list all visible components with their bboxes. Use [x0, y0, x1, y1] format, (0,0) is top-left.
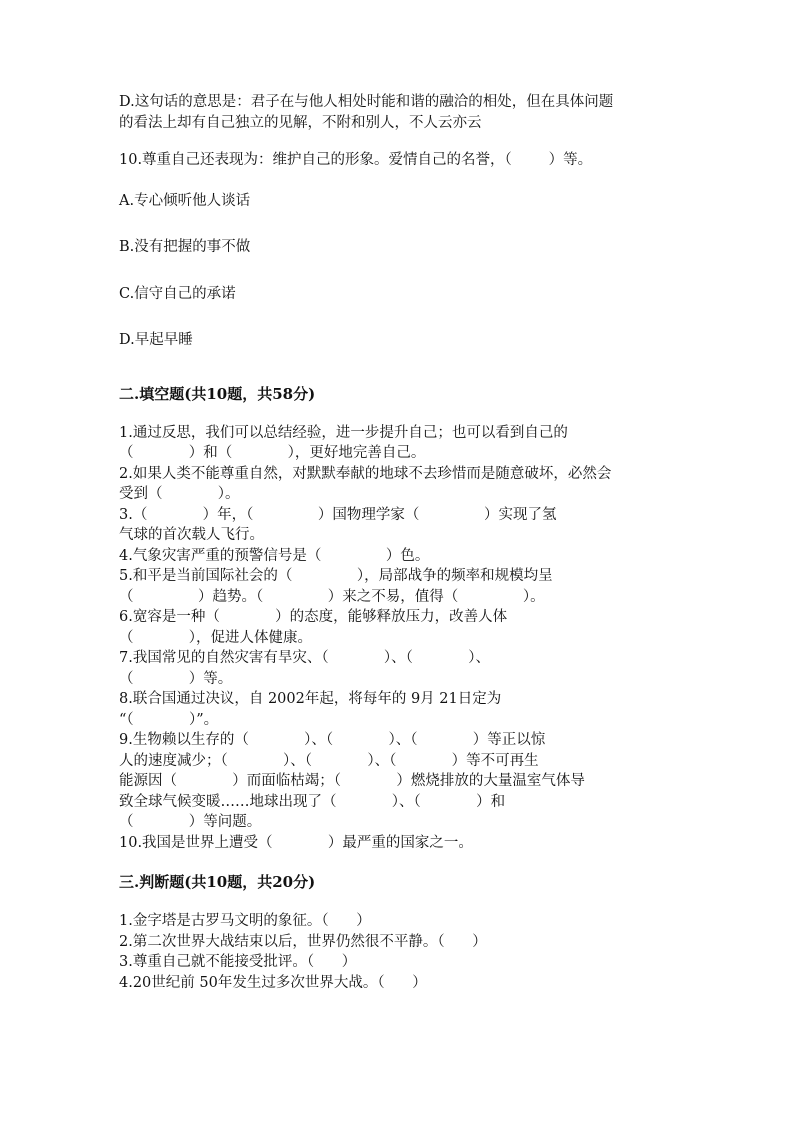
question-line: 1.金字塔是古罗马文明的象征。（ ）	[119, 913, 371, 929]
text-line: D.这句话的意思是：君子在与他人相处时能和谐的融洽的相处，但在具体问题	[119, 94, 614, 110]
question-line: 人的速度减少；（ ）、（ ）、（ ）等不可再生	[119, 752, 539, 769]
question-line: “（ ）”。	[119, 711, 219, 728]
question-line: 1.通过反思，我们可以总结经验，进一步提升自己；也可以看到自己的	[119, 424, 568, 441]
question-line: （ ）等问题。	[119, 814, 262, 830]
question-stem: 10.尊重自己还表现为：维护自己的形象。爱情自己的名誉，（ ）等。	[119, 152, 593, 168]
question-line: 6.宽容是一种（ ）的态度，能够释放压力，改善人体	[119, 609, 508, 625]
question-line: 2.如果人类不能尊重自然，对默默奉献的地球不去珍惜而是随意破坏，必然会	[119, 465, 612, 482]
question-line: 3.（ ）年，（ ）国物理学家（ ）实现了氢	[119, 506, 557, 523]
question-line: 3.尊重自己就不能接受批评。（ ）	[119, 954, 357, 970]
section-title-fill-in: 二.填空题(共10题，共58分)	[119, 384, 316, 403]
question-line: 8.联合国通过决议，自 2002年起，将每年的 9月 21日定为	[119, 691, 502, 707]
question-line: 7.我国常见的自然灾害有旱灾、（ ）、（ ）、	[119, 650, 490, 666]
question-line: 10.我国是世界上遭受（ ）最严重的国家之一。	[119, 834, 473, 851]
option-c: C.信守自己的承诺	[119, 285, 236, 302]
question-line: 能源因（ ）而面临枯竭；（ ）燃烧排放的大量温室气体导	[119, 773, 585, 789]
question-line: 受到（ ）。	[119, 486, 240, 502]
question-line: 4.20世纪前 50年发生过多次世界大战。（ ）	[119, 974, 427, 991]
question-line: 5.和平是当前国际社会的（ ），局部战争的频率和规模均呈	[119, 568, 553, 584]
previous-question-option-d	[119, 92, 679, 133]
question-line: 9.生物赖以生存的（ ）、（ ）、（ ）等正以惊	[119, 732, 546, 748]
text-line: 的看法上却有自己独立的见解，不附和别人，不人云亦云	[119, 114, 482, 131]
option-d: D.早起早睡	[119, 332, 193, 348]
question-line: （ ）趋势。（ ）来之不易，值得（ ）。	[119, 588, 545, 605]
option-b: B.没有把握的事不做	[119, 239, 251, 255]
section-title-true-false: 三.判断题(共10题，共20分)	[119, 873, 316, 891]
fill-in-questions	[119, 423, 679, 854]
question-line: 4.气象灾害严重的预警信号是（ ）色。	[119, 547, 430, 564]
true-false-questions	[119, 911, 679, 993]
option-a: A.专心倾听他人谈话	[119, 192, 251, 209]
question-line: 气球的首次载人飞行。	[119, 527, 264, 543]
question-10	[119, 150, 679, 351]
document-page	[119, 92, 679, 993]
question-line: 2.第二次世界大战结束以后，世界仍然很不平静。（ ）	[119, 933, 487, 950]
question-line: 致全球气候变暖……地球出现了（ ）、（ ）和	[119, 793, 506, 810]
question-line: （ ）等。	[119, 670, 233, 687]
question-line: （ ）和（ ），更好地完善自己。	[119, 445, 426, 461]
question-line: （ ），促进人体健康。	[119, 629, 313, 646]
